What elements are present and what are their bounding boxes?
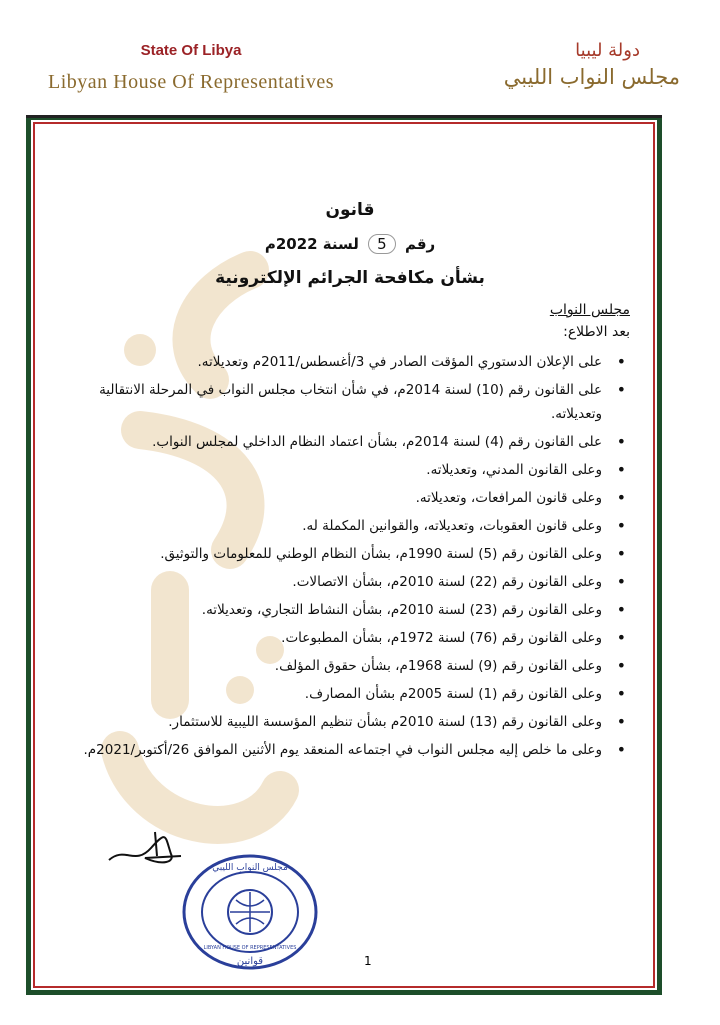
list-item: • وعلى ما خلص إليه مجلس النواب في اجتماعه المنعقد يوم الأثنين الموافق 26/أكتوبر/2021م. [70, 738, 630, 762]
list-item: • وعلى القانون رقم (22) لسنة 2010م، بشأن الاتصالات. [70, 570, 630, 594]
list-item: • وعلى القانون رقم (5) لسنة 1990م، بشأن النظام الوطني للمعلومات والتوثيق. [70, 542, 630, 566]
house-name-ar: مجلس النواب الليبي [503, 65, 680, 89]
signature-icon [105, 826, 185, 870]
state-name-ar: دولة ليبيا [575, 40, 640, 61]
state-name-en: State Of Libya [140, 42, 242, 59]
document-title: قانون [325, 200, 375, 220]
house-name-en: Libyan House Of Representatives [48, 71, 334, 93]
law-number: 5 [368, 234, 396, 254]
seal-bottom-ar: قوانين [236, 956, 264, 967]
intro-text: بعد الاطلاع: [563, 324, 630, 340]
list-item: • على القانون رقم (4) لسنة 2014م، بشأن اعتماد النظام الداخلي لمجلس النواب. [70, 430, 630, 454]
list-item: • وعلى القانون رقم (23) لسنة 2010م، بشأن النشاط التجاري، وتعديلاته. [70, 598, 630, 622]
list-item: • وعلى القانون رقم (9) لسنة 1968م، بشأن حقوق المؤلف. [70, 654, 630, 678]
official-seal-icon [180, 852, 320, 972]
header-right [504, 40, 680, 89]
council-label: مجلس النواب [549, 302, 630, 318]
list-item: • وعلى القانون المدني، وتعديلاته. [70, 458, 630, 482]
list-item: • على القانون رقم (10) لسنة 2014م، في شأن انتخاب مجلس النواب في المرحلة الانتقالية وتعديلاته. [70, 378, 630, 426]
seal-text-ar: مجلس النواب الليبي [212, 863, 288, 873]
page-number: 1 [364, 954, 372, 968]
list-item: • وعلى القانون رقم (76) لسنة 1972م، بشأن المطبوعات. [70, 626, 630, 650]
list-item: • على الإعلان الدستوري المؤقت الصادر في 3/أغسطس/2011م وتعديلاته. [70, 350, 630, 374]
seal-text-en: LIBYAN HOUSE OF REPRESENTATIVES [203, 945, 297, 951]
law-number-prefix: رقم [404, 235, 436, 253]
page-frame-top-line [26, 115, 662, 118]
list-item: • وعلى القانون رقم (1) لسنة 2005م بشأن المصارف. [70, 682, 630, 706]
header-left [26, 42, 356, 94]
law-year: لسنة 2022م [264, 235, 359, 253]
list-item: • وعلى قانون العقوبات، وتعديلاته، والقوانين المكملة له. [70, 514, 630, 538]
law-number-line [70, 234, 630, 254]
document-body [70, 200, 630, 766]
list-item: • وعلى القانون رقم (13) لسنة 2010م بشأن تنظيم المؤسسة الليبية للاستثمار. [70, 710, 630, 734]
list-item: • وعلى قانون المرافعات، وتعديلاته. [70, 486, 630, 510]
law-topic: بشأن مكافحة الجرائم الإلكترونية [215, 268, 485, 288]
reference-list [70, 350, 630, 762]
